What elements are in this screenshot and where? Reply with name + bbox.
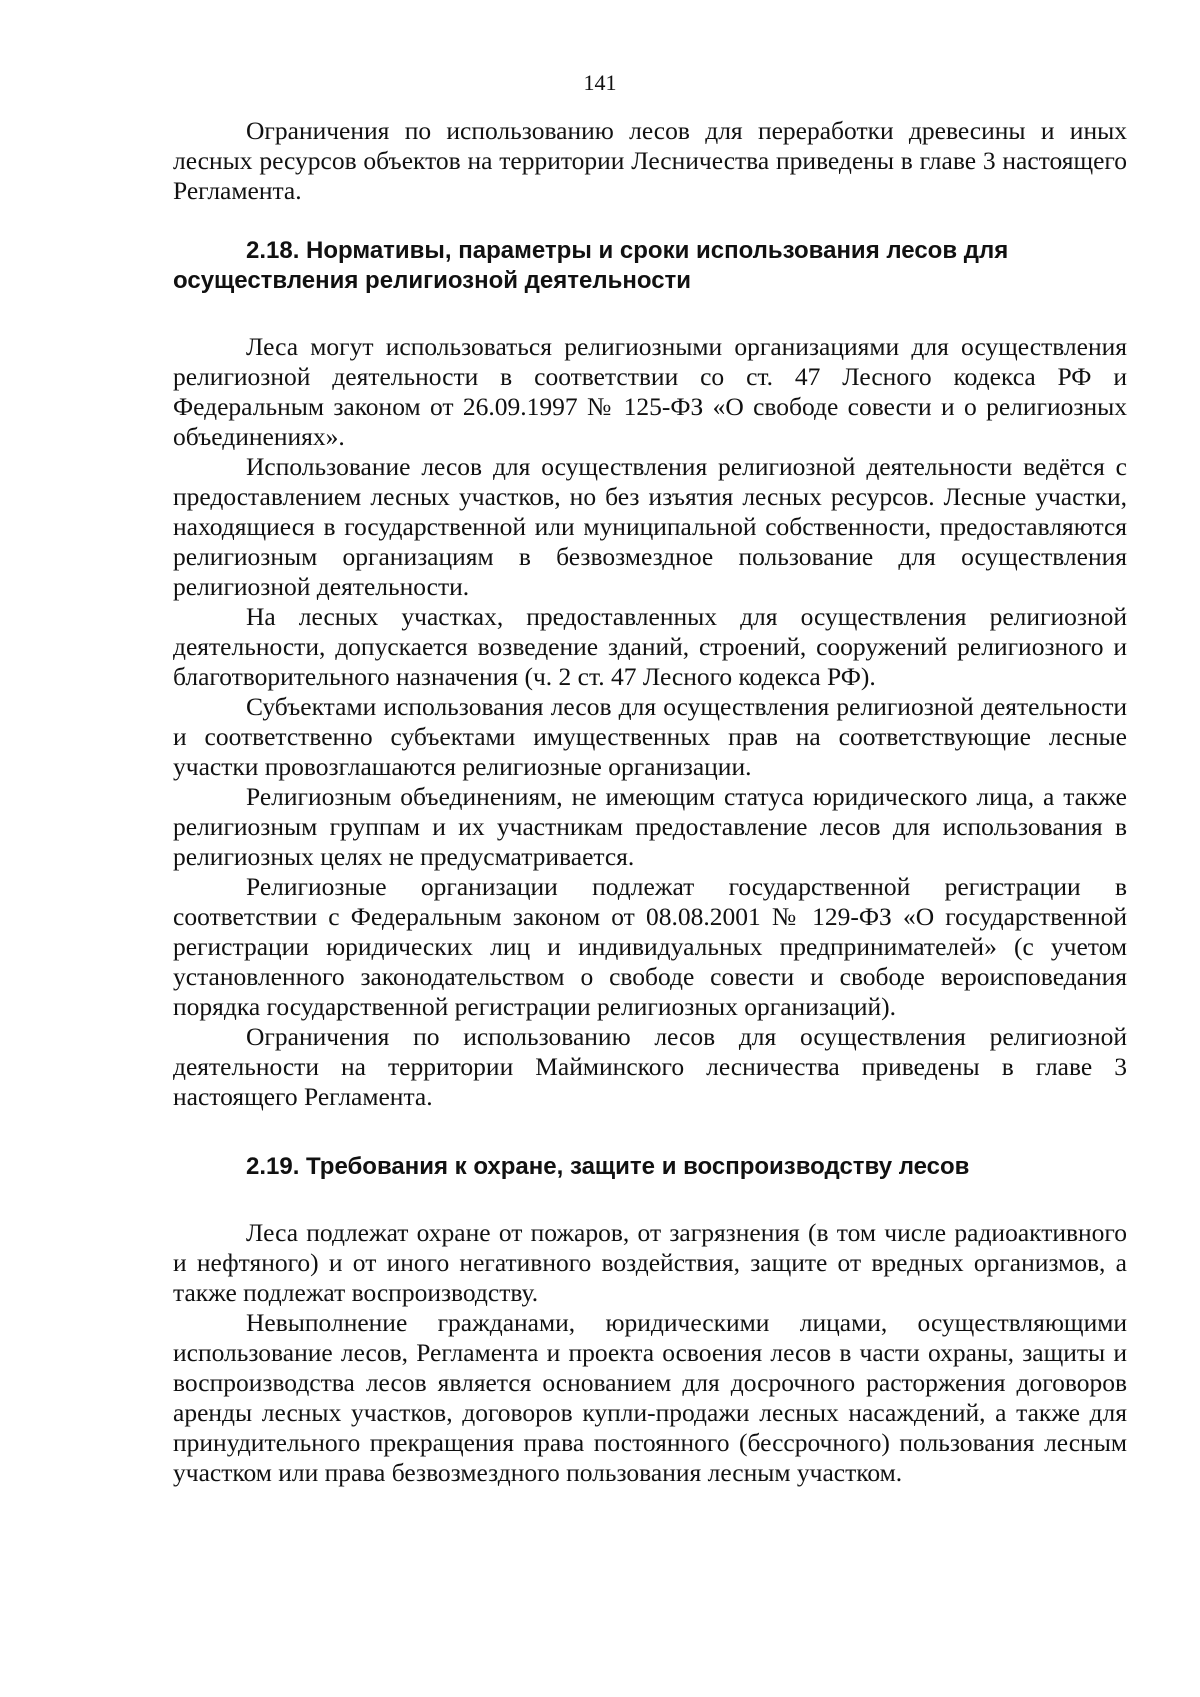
section-2-18-paragraph-6: Религиозные организации подлежат государственной регистрации в соответствии с Федеральным законом от 08.08.2001 № 129-ФЗ «О государственной регистрации юридических лиц и индивидуальных предпринимателей» (с учетом установленного законодательством о свободе совести и свободе вероисповедания порядка государственной регистрации религиозных организаций). xyxy=(173,872,1127,1021)
section-2-19-paragraph-2: Невыполнение гражданами, юридическими лицами, осуществляющими использование лесов, Регламента и проекта освоения лесов в части охраны, защиты и воспроизводства лесов является основанием для досрочного расторжения договоров аренды лесных участков, договоров купли-продажи лесных насаждений, а также для принудительного прекращения права постоянного (бессрочного) пользования лесным участком или права безвозмездного пользования лесным участком. xyxy=(173,1308,1127,1487)
section-2-18-paragraph-7: Ограничения по использованию лесов для осуществления религиозной деятельности на территории Майминского лесничества приведены в главе 3 настоящего Регламента. xyxy=(173,1022,1127,1111)
section-2-18-paragraph-2: Использование лесов для осуществления религиозной деятельности ведётся с предоставлением лесных участков, но без изъятия лесных ресурсов. Лесные участки, находящиеся в государственной или муниципальной собственности, предоставляются религиозным организациям в безвозмездное пользование для осуществления религиозной деятельности. xyxy=(173,452,1127,601)
section-2-19-heading: 2.19. Требования к охране, защите и воспроизводству лесов xyxy=(246,1153,970,1180)
page-number: 141 xyxy=(583,70,617,95)
intro-paragraph: Ограничения по использованию лесов для переработки древесины и иных лесных ресурсов объектов на территории Лесничества приведены в главе 3 настоящего Регламента. xyxy=(173,116,1127,205)
section-2-18-paragraph-5: Религиозным объединениям, не имеющим статуса юридического лица, а также религиозным группам и их участникам предоставление лесов для использования в религиозных целях не предусматривается. xyxy=(173,782,1127,871)
page-content xyxy=(173,116,1127,1488)
section-2-18-paragraph-3: На лесных участках, предоставленных для осуществления религиозной деятельности, допускается возведение зданий, строений, сооружений религиозного и благотворительного назначения (ч. 2 ст. 47 Лесного кодекса РФ). xyxy=(173,602,1127,691)
section-2-18-paragraph-4: Субъектами использования лесов для осуществления религиозной деятельности и соответственно субъектами имущественных прав на соответствующие лесные участки провозглашаются религиозные организации. xyxy=(173,692,1127,781)
section-2-18-heading: 2.18. Нормативы, параметры и сроки использования лесов для осуществления религиозной деятельности xyxy=(173,237,1009,294)
section-2-18-paragraph-1: Леса могут использоваться религиозными организациями для осуществления религиозной деятельности в соответствии со ст. 47 Лесного кодекса РФ и Федеральным законом от 26.09.1997 № 125-ФЗ «О свободе совести и о религиозных объединениях». xyxy=(173,332,1127,451)
section-2-19-paragraph-1: Леса подлежат охране от пожаров, от загрязнения (в том числе радиоактивного и нефтяного) и от иного негативного воздействия, защите от вредных организмов, а также подлежат воспроизводству. xyxy=(173,1218,1127,1307)
